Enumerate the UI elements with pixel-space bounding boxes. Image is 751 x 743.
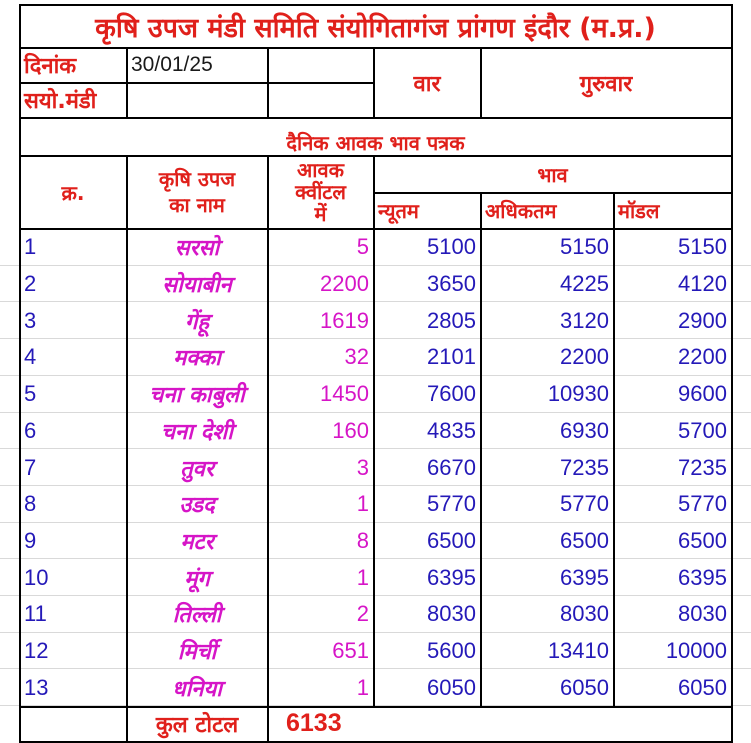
modal-price-cell[interactable]: 9600 (678, 381, 727, 407)
crop-name-cell[interactable]: मटर (180, 529, 214, 555)
max-price-cell[interactable]: 6050 (560, 674, 609, 700)
arrival-cell[interactable]: 3 (356, 454, 369, 480)
sheet-title[interactable]: कृषि उपज मंडी समिति संयोगितागंज प्रांगण इंदौर (म.प्र.) (95, 12, 656, 44)
v-border (373, 47, 375, 118)
v-border (480, 47, 482, 118)
min-price-cell[interactable]: 5770 (427, 491, 476, 517)
serial-cell[interactable]: 7 (24, 454, 37, 480)
max-price-cell[interactable]: 13410 (547, 638, 609, 664)
serial-cell[interactable]: 1 (24, 234, 37, 260)
header-max[interactable]: अधिकतम (485, 199, 557, 223)
header-modal[interactable]: मॉडल (618, 199, 660, 223)
modal-price-cell[interactable]: 5150 (678, 234, 727, 260)
arrival-cell[interactable]: 651 (332, 638, 369, 664)
modal-price-cell[interactable]: 5700 (678, 417, 727, 443)
modal-price-cell[interactable]: 6395 (678, 564, 727, 590)
serial-cell[interactable]: 4 (24, 344, 37, 370)
serial-cell[interactable]: 11 (24, 601, 47, 627)
arrival-cell[interactable]: 1619 (320, 307, 369, 333)
date-value[interactable]: 30/01/25 (131, 53, 213, 76)
arrival-cell[interactable]: 160 (332, 417, 369, 443)
arrival-cell[interactable]: 32 (344, 344, 369, 370)
header-arrival[interactable] (268, 156, 373, 228)
min-price-cell[interactable]: 7600 (427, 381, 476, 407)
crop-name-cell[interactable]: उडद (179, 493, 215, 519)
max-price-cell[interactable]: 3120 (560, 307, 609, 333)
v-border (373, 155, 375, 706)
mandi-label[interactable]: सयो.मंडी (24, 89, 97, 114)
serial-cell[interactable]: 12 (24, 638, 49, 664)
h-border (19, 706, 733, 708)
crop-name-cell[interactable]: तिल्ली (172, 603, 222, 629)
crop-name-cell[interactable]: सरसो (174, 236, 220, 262)
report-subtitle[interactable]: दैनिक आवक भाव पत्रक (286, 130, 465, 155)
v-border (267, 47, 269, 118)
max-price-cell[interactable]: 8030 (560, 601, 609, 627)
min-price-cell[interactable]: 6050 (427, 674, 476, 700)
h-border (19, 4, 733, 6)
min-price-cell[interactable]: 6670 (427, 454, 476, 480)
serial-cell[interactable]: 13 (24, 674, 49, 700)
max-price-cell[interactable]: 6500 (560, 527, 609, 553)
min-price-cell[interactable]: 5600 (427, 638, 476, 664)
modal-price-cell[interactable]: 7235 (678, 454, 727, 480)
max-price-cell[interactable]: 5150 (560, 234, 609, 260)
v-border (19, 4, 21, 743)
max-price-cell[interactable]: 5770 (560, 491, 609, 517)
max-price-cell[interactable]: 7235 (560, 454, 609, 480)
min-price-cell[interactable]: 4835 (427, 417, 476, 443)
arrival-cell[interactable]: 2200 (320, 271, 369, 297)
min-price-cell[interactable]: 5100 (427, 234, 476, 260)
crop-name-cell[interactable]: सोयाबीन (162, 273, 232, 299)
day-value[interactable]: गुरुवार (579, 72, 633, 97)
modal-price-cell[interactable]: 6500 (678, 527, 727, 553)
total-value[interactable]: 6133 (286, 709, 342, 737)
serial-cell[interactable]: 8 (24, 491, 37, 517)
v-border (613, 192, 615, 706)
v-border (731, 4, 733, 743)
h-border (19, 82, 374, 84)
serial-cell[interactable]: 6 (24, 417, 37, 443)
arrival-cell[interactable]: 1 (356, 674, 369, 700)
arrival-cell[interactable]: 5 (356, 234, 369, 260)
header-price-group[interactable]: भाव (537, 162, 568, 187)
max-price-cell[interactable]: 6930 (560, 417, 609, 443)
header-crop[interactable] (127, 156, 267, 228)
v-border (480, 192, 482, 706)
header-arrival-line1: आवक (297, 158, 344, 182)
header-crop-line2: का नाम (169, 193, 225, 217)
header-arrival-line3: में (314, 202, 327, 226)
modal-price-cell[interactable]: 6050 (678, 674, 727, 700)
date-label[interactable]: दिनांक (24, 54, 77, 79)
crop-name-cell[interactable]: मक्का (173, 346, 221, 372)
crop-name-cell[interactable]: चना देशी (161, 419, 233, 445)
modal-price-cell[interactable]: 5770 (678, 491, 727, 517)
arrival-cell[interactable]: 8 (356, 527, 369, 553)
min-price-cell[interactable]: 8030 (427, 601, 476, 627)
h-border (373, 192, 733, 194)
v-border (126, 47, 128, 118)
day-label[interactable]: वार (413, 72, 441, 97)
modal-price-cell[interactable]: 8030 (678, 601, 727, 627)
crop-name-cell[interactable]: गेंहू (184, 309, 210, 335)
min-price-cell[interactable]: 2101 (427, 344, 476, 370)
min-price-cell[interactable]: 2805 (427, 307, 476, 333)
serial-cell[interactable]: 9 (24, 527, 37, 553)
header-serial[interactable]: क्र. (61, 180, 85, 205)
crop-name-cell[interactable]: धनिया (172, 676, 222, 702)
crop-name-cell[interactable]: चना काबुली (149, 383, 245, 409)
min-price-cell[interactable]: 6500 (427, 527, 476, 553)
crop-name-cell[interactable]: तुवर (180, 456, 214, 482)
v-border (126, 155, 128, 741)
serial-cell[interactable]: 3 (24, 307, 37, 333)
arrival-cell[interactable]: 1450 (320, 381, 369, 407)
crop-name-cell[interactable]: मूंग (184, 566, 210, 592)
modal-price-cell[interactable]: 4120 (678, 271, 727, 297)
modal-price-cell[interactable]: 2900 (678, 307, 727, 333)
v-border (267, 155, 269, 741)
header-min[interactable]: न्यूतम (378, 199, 419, 223)
arrival-cell[interactable]: 1 (356, 564, 369, 590)
max-price-cell[interactable]: 4225 (560, 271, 609, 297)
max-price-cell[interactable]: 10930 (547, 381, 609, 407)
header-arrival-line2: क्वींटल (295, 180, 346, 204)
min-price-cell[interactable]: 3650 (427, 271, 476, 297)
crop-name-cell[interactable]: मिर्ची (177, 640, 217, 666)
serial-cell[interactable]: 2 (24, 271, 37, 297)
arrival-cell[interactable]: 2 (356, 601, 369, 627)
max-price-cell[interactable]: 2200 (560, 344, 609, 370)
modal-price-cell[interactable]: 2200 (678, 344, 727, 370)
arrival-cell[interactable]: 1 (356, 491, 369, 517)
serial-cell[interactable]: 10 (24, 564, 49, 590)
serial-cell[interactable]: 5 (24, 381, 37, 407)
header-crop-line1: कृषि उपज (158, 167, 236, 191)
h-border (19, 228, 733, 230)
total-label[interactable]: कुल टोटल (155, 712, 239, 738)
min-price-cell[interactable]: 6395 (427, 564, 476, 590)
max-price-cell[interactable]: 6395 (560, 564, 609, 590)
modal-price-cell[interactable]: 10000 (665, 638, 727, 664)
